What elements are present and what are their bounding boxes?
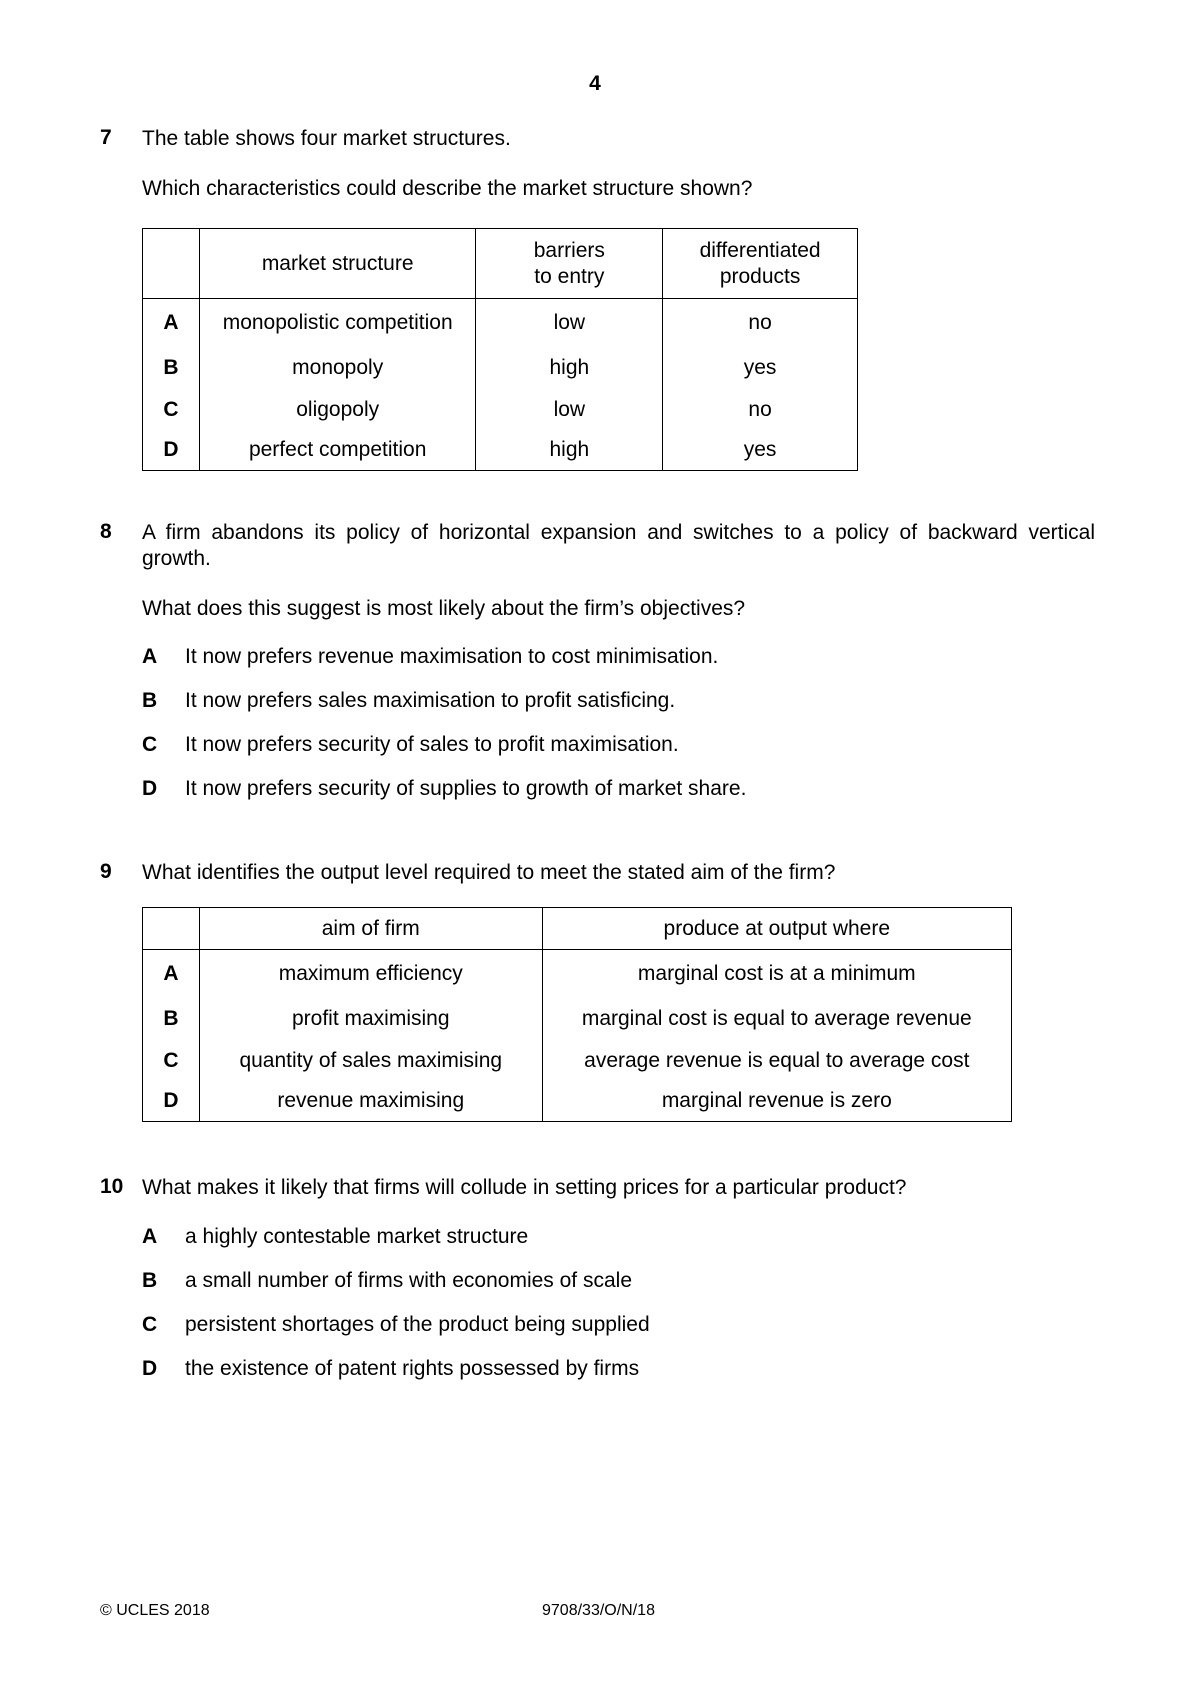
output-cell: marginal revenue is zero <box>542 1082 1011 1122</box>
option-text: It now prefers security of supplies to growth of market share. <box>185 777 747 800</box>
table-row <box>143 1082 1012 1122</box>
header-line: products <box>719 264 801 288</box>
table-row <box>143 299 858 347</box>
question-body <box>142 520 1095 800</box>
footer-paper-code: 9708/33/O/N/18 <box>542 1602 655 1619</box>
table-row <box>143 389 858 431</box>
option-letter: B <box>142 1269 158 1292</box>
barriers-cell: low <box>476 389 663 431</box>
aim-cell: profit maximising <box>199 998 542 1040</box>
option-letter: A <box>142 645 158 668</box>
differentiated-cell: yes <box>663 431 858 471</box>
question-number: 7 <box>100 126 112 149</box>
output-cell: marginal cost is equal to average revenue <box>542 998 1011 1040</box>
barriers-cell: low <box>476 299 663 347</box>
question-stem: What makes it likely that firms will collude in setting prices for a particular product? <box>142 1176 907 1199</box>
table-row <box>143 347 858 389</box>
question-body <box>142 1175 1095 1380</box>
option-letter: C <box>142 1313 158 1336</box>
option-text: persistent shortages of the product being supplied <box>185 1313 650 1336</box>
row-letter: B <box>143 347 200 389</box>
option-text: It now prefers sales maximisation to profit satisficing. <box>185 689 676 712</box>
letter-header <box>143 229 200 299</box>
barriers-cell: high <box>476 347 663 389</box>
option-letter: D <box>142 777 158 800</box>
output-cell: average revenue is equal to average cost <box>542 1040 1011 1082</box>
column-header-market-structure: market structure <box>199 229 476 299</box>
market-structure-table <box>142 228 858 471</box>
letter-header <box>143 908 200 950</box>
question-number: 9 <box>100 860 112 883</box>
question-prompt: Which characteristics could describe the market structure shown? <box>142 177 753 200</box>
row-letter: D <box>143 431 200 471</box>
column-header-barriers <box>476 229 663 299</box>
aim-cell: revenue maximising <box>199 1082 542 1122</box>
table-row <box>143 950 1012 998</box>
table-row <box>143 1040 1012 1082</box>
row-letter: C <box>143 389 200 431</box>
question-stem: What identifies the output level required to meet the stated aim of the firm? <box>142 861 836 884</box>
market-structure-cell: monopoly <box>199 347 476 389</box>
row-letter: C <box>143 1040 200 1082</box>
row-letter: A <box>143 299 200 347</box>
differentiated-cell: no <box>663 389 858 431</box>
option-letter: D <box>142 1357 158 1380</box>
question-stem: A firm abandons its policy of horizontal expansion and switches to a policy of backward vertical growth. <box>142 521 1095 570</box>
output-cell: marginal cost is at a minimum <box>542 950 1011 998</box>
table-row <box>143 998 1012 1040</box>
market-structure-cell: perfect competition <box>199 431 476 471</box>
barriers-cell: high <box>476 431 663 471</box>
column-header-aim: aim of firm <box>199 908 542 950</box>
question-prompt: What does this suggest is most likely about the firm’s objectives? <box>142 597 746 620</box>
option-letter: B <box>142 689 158 712</box>
column-header-differentiated <box>663 229 858 299</box>
table-row <box>143 431 858 471</box>
option-text: It now prefers security of sales to profit maximisation. <box>185 733 679 756</box>
option-text: the existence of patent rights possessed by firms <box>185 1357 640 1380</box>
question-body <box>142 860 1095 886</box>
option-text: a small number of firms with economies of scale <box>185 1269 632 1292</box>
option-text: It now prefers revenue maximisation to cost minimisation. <box>185 645 719 668</box>
option-letter: C <box>142 733 158 756</box>
differentiated-cell: yes <box>663 347 858 389</box>
market-structure-cell: monopolistic competition <box>199 299 476 347</box>
market-structure-cell: oligopoly <box>199 389 476 431</box>
question-stem: The table shows four market structures. <box>142 127 511 150</box>
row-letter: D <box>143 1082 200 1122</box>
aim-cell: quantity of sales maximising <box>199 1040 542 1082</box>
differentiated-cell: no <box>663 299 858 347</box>
page-number: 4 <box>589 72 601 95</box>
header-line: barriers <box>533 238 605 262</box>
aim-cell: maximum efficiency <box>199 950 542 998</box>
question-number: 8 <box>100 520 112 543</box>
firm-aim-table <box>142 907 1012 1122</box>
header-line: to entry <box>534 264 605 288</box>
footer-copyright: © UCLES 2018 <box>100 1602 210 1619</box>
column-header-output: produce at output where <box>542 908 1011 950</box>
option-text: a highly contestable market structure <box>185 1225 529 1248</box>
header-line: differentiated <box>699 238 821 262</box>
question-number: 10 <box>100 1175 124 1198</box>
row-letter: B <box>143 998 200 1040</box>
option-letter: A <box>142 1225 158 1248</box>
row-letter: A <box>143 950 200 998</box>
question-body <box>142 126 1095 202</box>
